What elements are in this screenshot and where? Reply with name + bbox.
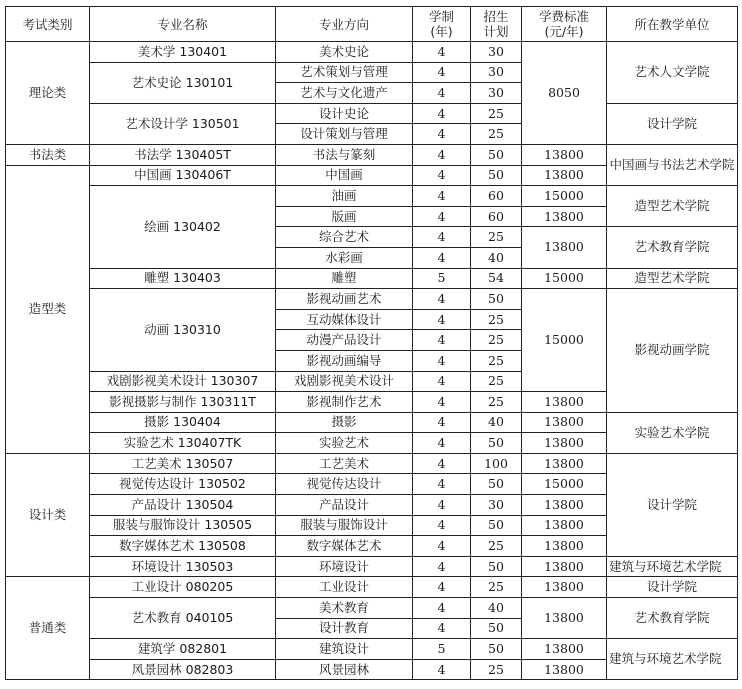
plan-cell: 30 <box>471 62 522 83</box>
plan-cell: 25 <box>471 536 522 557</box>
header-major: 专业名称 <box>90 7 276 42</box>
years-cell: 4 <box>413 103 471 124</box>
fee-cell: 8050 <box>522 42 607 145</box>
major-cell: 艺术设计学 130501 <box>90 103 276 144</box>
table-row <box>6 268 738 289</box>
direction-cell: 美术史论 <box>276 42 413 63</box>
fee-cell: 13800 <box>522 495 607 516</box>
years-cell: 4 <box>413 392 471 413</box>
major-cell: 影视摄影与制作 130311T <box>90 392 276 413</box>
plan-cell: 50 <box>471 515 522 536</box>
direction-cell: 实验艺术 <box>276 433 413 454</box>
years-cell: 4 <box>413 453 471 474</box>
plan-cell: 50 <box>471 165 522 186</box>
fee-cell: 13800 <box>522 144 607 165</box>
years-cell: 4 <box>413 350 471 371</box>
fee-cell: 13800 <box>522 433 607 454</box>
years-cell: 4 <box>413 495 471 516</box>
plan-cell: 50 <box>471 618 522 639</box>
direction-cell: 设计教育 <box>276 618 413 639</box>
plan-cell: 100 <box>471 453 522 474</box>
major-cell: 绘画 130402 <box>90 186 276 268</box>
years-cell: 4 <box>413 124 471 145</box>
plan-cell: 60 <box>471 186 522 207</box>
fee-cell: 13800 <box>522 206 607 227</box>
years-cell: 5 <box>413 639 471 660</box>
plan-cell: 25 <box>471 371 522 392</box>
plan-cell: 25 <box>471 330 522 351</box>
direction-cell: 美术教育 <box>276 598 413 619</box>
direction-cell: 版画 <box>276 206 413 227</box>
direction-cell: 水彩画 <box>276 247 413 268</box>
plan-cell: 30 <box>471 495 522 516</box>
direction-cell: 雕塑 <box>276 268 413 289</box>
plan-cell: 25 <box>471 227 522 248</box>
header-plan-line1: 招生 <box>483 9 509 24</box>
years-cell: 4 <box>413 515 471 536</box>
direction-cell: 设计策划与管理 <box>276 124 413 145</box>
direction-cell: 设计史论 <box>276 103 413 124</box>
admissions-table <box>5 6 738 680</box>
years-cell: 4 <box>413 83 471 104</box>
unit-cell: 艺术人文学院 <box>607 42 738 104</box>
major-cell: 戏剧影视美术设计 130307 <box>90 371 276 392</box>
direction-cell: 油画 <box>276 186 413 207</box>
direction-cell: 摄影 <box>276 412 413 433</box>
table-row <box>6 412 738 433</box>
plan-cell: 40 <box>471 247 522 268</box>
major-cell: 环境设计 130503 <box>90 556 276 577</box>
direction-cell: 建筑设计 <box>276 639 413 660</box>
table-row <box>6 186 738 207</box>
major-cell: 数字媒体艺术 130508 <box>90 536 276 557</box>
direction-cell: 环境设计 <box>276 556 413 577</box>
table-row <box>6 144 738 165</box>
table-row <box>6 577 738 598</box>
unit-cell: 建筑与环境艺术学院 <box>607 639 738 680</box>
years-cell: 4 <box>413 227 471 248</box>
table-header-row <box>6 7 738 42</box>
header-fee <box>522 7 607 42</box>
header-fee-line2: (元/年) <box>544 24 584 39</box>
years-cell: 4 <box>413 659 471 680</box>
fee-cell: 13800 <box>522 577 607 598</box>
header-plan-line2: 计划 <box>483 24 509 39</box>
direction-cell: 中国画 <box>276 165 413 186</box>
fee-cell: 13800 <box>522 165 607 186</box>
fee-cell: 13800 <box>522 453 607 474</box>
unit-cell: 设计学院 <box>607 577 738 598</box>
major-cell: 动画 130310 <box>90 289 276 371</box>
fee-cell: 15000 <box>522 289 607 392</box>
header-direction: 专业方向 <box>276 7 413 42</box>
direction-cell: 服装与服饰设计 <box>276 515 413 536</box>
direction-cell: 数字媒体艺术 <box>276 536 413 557</box>
major-cell: 实验艺术 130407TK <box>90 433 276 454</box>
plan-cell: 50 <box>471 433 522 454</box>
years-cell: 4 <box>413 433 471 454</box>
plan-cell: 50 <box>471 144 522 165</box>
years-cell: 4 <box>413 598 471 619</box>
plan-cell: 30 <box>471 42 522 63</box>
plan-cell: 25 <box>471 350 522 371</box>
direction-cell: 影视动画编导 <box>276 350 413 371</box>
table-row <box>6 103 738 124</box>
major-cell: 风景园林 082803 <box>90 659 276 680</box>
header-years <box>413 7 471 42</box>
direction-cell: 风景园林 <box>276 659 413 680</box>
years-cell: 4 <box>413 371 471 392</box>
unit-cell: 艺术教育学院 <box>607 598 738 639</box>
plan-cell: 50 <box>471 289 522 310</box>
direction-cell: 工艺美术 <box>276 453 413 474</box>
major-cell: 艺术史论 130101 <box>90 62 276 103</box>
unit-cell: 设计学院 <box>607 103 738 144</box>
plan-cell: 50 <box>471 556 522 577</box>
plan-cell: 25 <box>471 659 522 680</box>
years-cell: 4 <box>413 206 471 227</box>
table-row <box>6 453 738 474</box>
fee-cell: 15000 <box>522 268 607 289</box>
major-cell: 摄影 130404 <box>90 412 276 433</box>
header-years-line2: (年) <box>430 24 453 39</box>
direction-cell: 工业设计 <box>276 577 413 598</box>
years-cell: 4 <box>413 330 471 351</box>
direction-cell: 艺术与文化遗产 <box>276 83 413 104</box>
fee-cell: 13800 <box>522 659 607 680</box>
direction-cell: 书法与篆刻 <box>276 144 413 165</box>
major-cell: 书法学 130405T <box>90 144 276 165</box>
fee-cell: 13800 <box>522 536 607 557</box>
major-cell: 工业设计 080205 <box>90 577 276 598</box>
major-cell: 中国画 130406T <box>90 165 276 186</box>
table-row <box>6 598 738 619</box>
years-cell: 5 <box>413 268 471 289</box>
category-cell: 书法类 <box>6 144 90 165</box>
years-cell: 4 <box>413 536 471 557</box>
plan-cell: 25 <box>471 577 522 598</box>
fee-cell: 13800 <box>522 639 607 660</box>
category-cell: 普通类 <box>6 577 90 680</box>
category-cell: 设计类 <box>6 453 90 577</box>
fee-cell: 13800 <box>522 227 607 268</box>
years-cell: 4 <box>413 186 471 207</box>
years-cell: 4 <box>413 144 471 165</box>
years-cell: 4 <box>413 165 471 186</box>
unit-cell: 艺术教育学院 <box>607 227 738 268</box>
plan-cell: 60 <box>471 206 522 227</box>
plan-cell: 50 <box>471 474 522 495</box>
major-cell: 工艺美术 130507 <box>90 453 276 474</box>
plan-cell: 50 <box>471 639 522 660</box>
direction-cell: 互动媒体设计 <box>276 309 413 330</box>
fee-cell: 15000 <box>522 186 607 207</box>
years-cell: 4 <box>413 42 471 63</box>
plan-cell: 25 <box>471 103 522 124</box>
unit-cell: 建筑与环境艺术学院 <box>607 556 738 577</box>
header-fee-line1: 学费标准 <box>538 9 589 24</box>
plan-cell: 25 <box>471 309 522 330</box>
major-cell: 服装与服饰设计 130505 <box>90 515 276 536</box>
header-category: 考试类别 <box>6 7 90 42</box>
unit-cell: 造型艺术学院 <box>607 186 738 227</box>
major-cell: 产品设计 130504 <box>90 495 276 516</box>
direction-cell: 戏剧影视美术设计 <box>276 371 413 392</box>
years-cell: 4 <box>413 412 471 433</box>
direction-cell: 产品设计 <box>276 495 413 516</box>
years-cell: 4 <box>413 62 471 83</box>
table-row <box>6 556 738 577</box>
unit-cell: 实验艺术学院 <box>607 412 738 453</box>
plan-cell: 40 <box>471 598 522 619</box>
fee-cell: 13800 <box>522 515 607 536</box>
years-cell: 4 <box>413 289 471 310</box>
unit-cell: 造型艺术学院 <box>607 268 738 289</box>
fee-cell: 15000 <box>522 474 607 495</box>
header-unit: 所在教学单位 <box>607 7 738 42</box>
category-cell: 造型类 <box>6 165 90 453</box>
plan-cell: 54 <box>471 268 522 289</box>
years-cell: 4 <box>413 577 471 598</box>
fee-cell: 13800 <box>522 412 607 433</box>
years-cell: 4 <box>413 556 471 577</box>
table-row <box>6 42 738 63</box>
plan-cell: 25 <box>471 392 522 413</box>
years-cell: 4 <box>413 309 471 330</box>
major-cell: 艺术教育 040105 <box>90 598 276 639</box>
major-cell: 建筑学 082801 <box>90 639 276 660</box>
major-cell: 视觉传达设计 130502 <box>90 474 276 495</box>
table-row <box>6 639 738 660</box>
fee-cell: 13800 <box>522 598 607 639</box>
direction-cell: 艺术策划与管理 <box>276 62 413 83</box>
major-cell: 雕塑 130403 <box>90 268 276 289</box>
direction-cell: 影视制作艺术 <box>276 392 413 413</box>
unit-cell: 影视动画学院 <box>607 289 738 413</box>
table-row <box>6 289 738 310</box>
unit-cell: 设计学院 <box>607 453 738 556</box>
unit-cell: 中国画与书法艺术学院 <box>607 144 738 185</box>
years-cell: 4 <box>413 247 471 268</box>
direction-cell: 综合艺术 <box>276 227 413 248</box>
plan-cell: 30 <box>471 83 522 104</box>
direction-cell: 视觉传达设计 <box>276 474 413 495</box>
direction-cell: 动漫产品设计 <box>276 330 413 351</box>
plan-cell: 25 <box>471 124 522 145</box>
header-years-line1: 学制 <box>428 9 454 24</box>
fee-cell: 13800 <box>522 556 607 577</box>
years-cell: 4 <box>413 618 471 639</box>
plan-cell: 40 <box>471 412 522 433</box>
header-plan <box>471 7 522 42</box>
direction-cell: 影视动画艺术 <box>276 289 413 310</box>
category-cell: 理论类 <box>6 42 90 145</box>
years-cell: 4 <box>413 474 471 495</box>
major-cell: 美术学 130401 <box>90 42 276 63</box>
fee-cell: 13800 <box>522 392 607 413</box>
